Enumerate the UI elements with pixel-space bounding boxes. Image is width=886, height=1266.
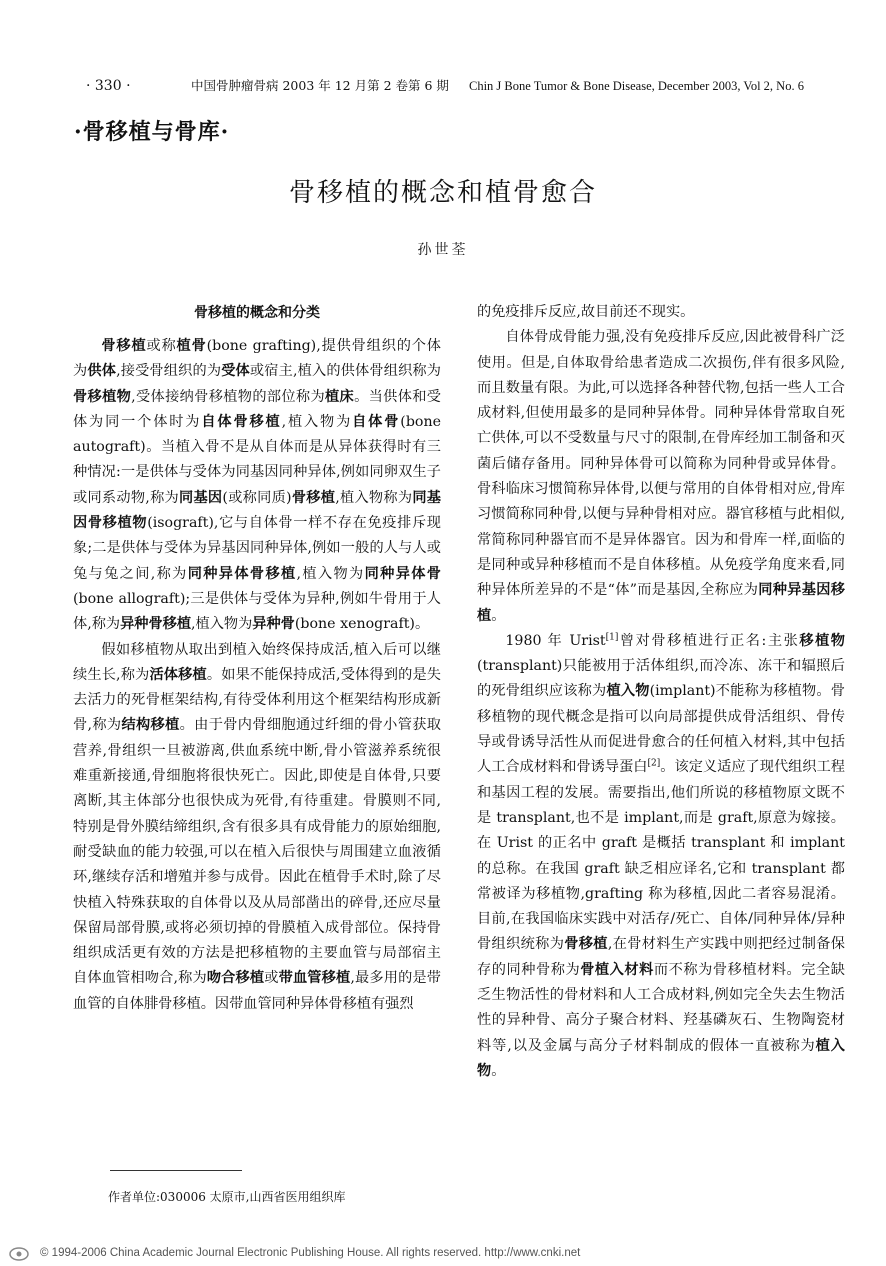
text-run: (bone xenograft)。 <box>294 616 430 633</box>
paragraph <box>477 629 845 1084</box>
bold-term: 植骨 <box>176 338 207 354</box>
text-run: 或宿主,植入的供体骨组织称为 <box>249 363 441 380</box>
text-run: ,接受骨组织的为 <box>116 363 222 380</box>
bold-term: 植入物 <box>606 683 650 700</box>
bold-term: 骨移植 <box>291 489 336 506</box>
author-name: 孙世荃 <box>417 242 469 258</box>
text-run: 。该定义适应了现代组织工程和基因工程的发展。需要指出,他们所说的移植物原文既不是 transplant,也不是 implant,而是 graft,原意为嫁接。在 Urist 的正名中 graft 是概括 transplant 和 implant 的总称。在我国 graft 缺乏相应译名,它和 transplant 都常被译为移植物,grafting 称为移植,因此二者容易混淆。目前,在我国临床实践中对活存/死亡、自体/同种异体/异种骨组织统称为 <box>477 759 845 953</box>
text-run: ,植入物为 <box>281 413 353 430</box>
column-title: ·骨移植与骨库· <box>74 119 230 145</box>
text-run: 的免疫排斥反应,故目前还不现实。 <box>477 304 695 320</box>
footnote-divider <box>110 1170 242 1171</box>
text-run: 或称 <box>146 338 177 354</box>
copyright-text: © 1994-2006 China Academic Journal Electronic Publishing House. All rights reserved. http://www.cnki.net <box>40 1247 581 1259</box>
citation-ref: [1] <box>605 632 619 643</box>
bold-term: 带血管移植 <box>278 970 351 987</box>
paragraph <box>73 638 441 1017</box>
bold-term: 活体移植 <box>149 666 207 683</box>
bold-term: 自体骨 <box>352 413 401 430</box>
bold-term: 植入物 <box>477 1037 845 1079</box>
bold-term: 同基因 <box>179 489 223 506</box>
text-run: 1980 年 Urist <box>505 632 606 649</box>
text-run: (bone autograft)。当植入骨不是从自体而是从异体获得时有三种情况:一是供体与受体为同基因同种异体,例如同卵双生子或同系动物,称为 <box>73 413 441 506</box>
text-run: ,植入物为 <box>191 616 253 633</box>
text-run: ,受体接纳骨移植物的部位称为 <box>131 388 326 405</box>
text-run: 曾对骨移植进行正名:主张 <box>618 632 800 649</box>
copyright-bar <box>0 1240 886 1266</box>
running-header <box>86 76 831 96</box>
text-run: 。如果不能保持成活,受体得到的是失去活力的死骨框架结构,有待受体利用这个框架结构形成新骨,称为 <box>73 666 441 734</box>
text-run: ,最多用的是带血管的自体腓骨移植。因带血管同种异体骨移植有强烈 <box>73 970 441 1012</box>
text-run: (bone allograft);三是供体与受体为异种,例如牛骨用于人体,称为 <box>73 590 441 633</box>
bold-term: 自体骨移植 <box>201 413 282 430</box>
text-run: (bone grafting),提供骨组织的个体为 <box>73 338 441 380</box>
text-run: 或 <box>264 970 279 987</box>
bold-term: 骨移植 <box>564 936 608 953</box>
bold-term: 同种异基因移植 <box>477 582 845 624</box>
bold-term: 移植物 <box>799 632 845 649</box>
text-run: (或称同质) <box>222 489 292 506</box>
text-run: (isograft),它与自体骨一样不存在免疫排斥现象;二是供体与受体为异基因同种异体,例如一般的人与人或兔与兔之间,称为 <box>73 515 441 582</box>
text-run: (transplant)只能被用于活体组织,而冷冻、冻干和辐照后的死骨组织应该称为 <box>477 658 845 700</box>
text-run: ,植入物为 <box>296 565 365 582</box>
bold-term: 结构移植 <box>121 717 180 734</box>
article-title: 骨移植的概念和植骨愈合 <box>288 178 597 208</box>
text-run: 。当供体和受体为同一个体时为 <box>73 388 441 430</box>
text-run: 。 <box>491 1062 506 1079</box>
text-run: 。由于骨内骨细胞通过纤细的骨小管获取营养,骨组织一旦被游离,供血系统中断,骨小管滋养系统很难重新接通,骨细胞将很快死亡。因此,即使是自体骨,只要离断,其主体部分也很快成为死骨,有待重建。骨膜则不同,特别是骨外膜结缔组织,含有很多具有成骨能力的原始细胞,耐受缺血的能力较强,可以在植入后很快与周围建立血液循环,继续存活和增殖并参与成骨。因此在植骨手术时,除了尽快植入特殊获取的自体骨以及从局部凿出的碎骨,还应尽量保留局部骨膜,或将必须切掉的骨膜植入成骨部位。保持骨组织成活更有效的方法是把移植物的主要血管与局部宿主自体血管相吻合,称为 <box>73 717 441 987</box>
text-run: 。 <box>491 607 506 624</box>
citation-ref: [2] <box>647 758 661 769</box>
paragraph <box>73 334 441 638</box>
section-heading: 骨移植的概念和分类 <box>194 305 320 321</box>
text-run: ,在骨材料生产实践中则把经过制备保存的同种骨称为 <box>477 936 845 978</box>
bold-term: 异种骨移植 <box>120 616 192 633</box>
bold-term: 同种异体骨 <box>364 565 441 582</box>
text-run: 自体骨成骨能力强,没有免疫排斥反应,因此被骨科广泛使用。但是,自体取骨给患者造成二次损伤,伴有很多风险,而且数量有限。为此,可以选择各种替代物,包括一些人工合成材料,但使用最多的是同种异体骨。同种异体骨常取自死亡供体,可以不受数量与尺寸的限制,在骨库经加工制备和灭菌后储存备用。同种异体骨可以简称为同种骨或异体骨。骨科临床习惯简称异体骨,以便与常用的自体骨相对应,骨库习惯简称同种骨,以便与异种骨相对应。器官移植与此相似,常简称同种器官而不是异体器官。因为和骨库一样,面临的是同种或异种移植而不是自体移植。从免疫学角度来看,同种异体所差异的不是“体”而是基因,全称应为 <box>477 329 845 599</box>
journal-name-en: Chin J Bone Tumor & Bone Disease, December 2003, Vol 2, No. 6 <box>469 79 804 93</box>
bold-term: 同种异体骨移植 <box>187 565 297 582</box>
paragraph <box>477 325 845 629</box>
text-run: 假如移植物从取出到植入始终保持成活,植入后可以继续生长,称为 <box>73 641 441 683</box>
bold-term: 骨移植 <box>101 338 147 354</box>
text-run: ,植入物称为 <box>335 489 413 506</box>
bold-term: 植床 <box>325 388 355 405</box>
text-run: (implant)不能称为移植物。骨移植物的现代概念是指可以向局部提供成骨活组织、骨传导或骨诱导活性从而促进骨愈合的任何植入材料,其中包括人工合成材料和骨诱导蛋白 <box>477 683 845 776</box>
paragraph <box>477 300 845 325</box>
bold-term: 供体 <box>87 363 117 380</box>
left-column <box>73 300 441 1017</box>
bold-term: 受体 <box>221 363 250 380</box>
journal-name-cn: 中国骨肿瘤骨病 2003 年 12 月第 2 卷第 6 期 <box>191 78 449 93</box>
page-number: · 330 · <box>86 78 131 94</box>
bold-term: 异种骨 <box>252 616 295 633</box>
bold-term: 吻合移植 <box>206 970 265 987</box>
bold-term: 骨植入材料 <box>580 961 654 978</box>
bold-term: 骨移植物 <box>73 388 132 405</box>
cnki-logo-icon <box>8 1244 30 1262</box>
author-affiliation-footnote: 作者单位:030006 太原市,山西省医用组织库 <box>108 1190 346 1204</box>
right-column <box>477 300 845 1084</box>
text-run: 而不称为骨移植材料。完全缺乏生物活性的骨材料和人工合成材料,例如完全失去生物活性的异种骨、高分子聚合材料、羟基磷灰石、生物陶瓷材料等,以及金属与高分子材料制成的假体一直被称为 <box>477 961 845 1054</box>
bold-term: 同基因骨移植物 <box>73 489 441 532</box>
